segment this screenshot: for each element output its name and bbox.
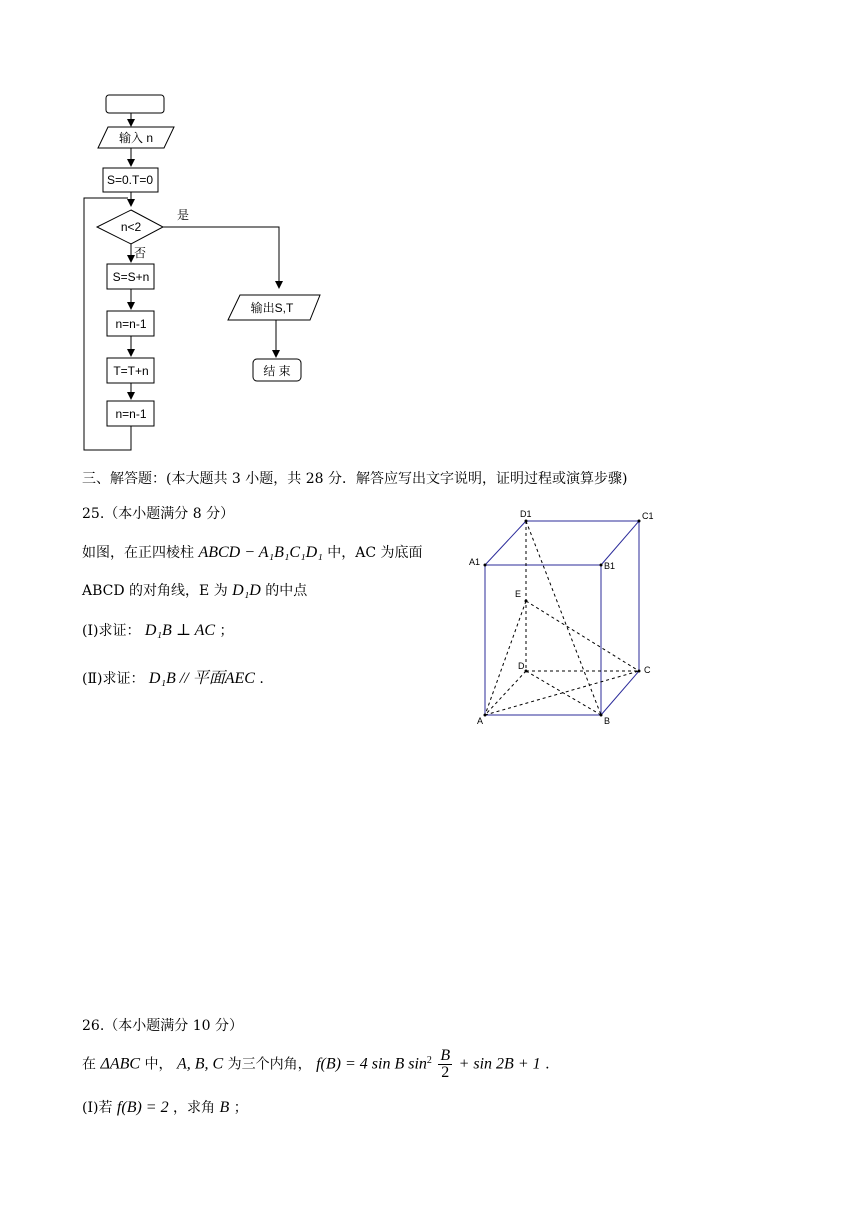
- q25-part1: [82, 620, 233, 640]
- q26-formula-lhs: f(B) = 4 sin B sin: [316, 1055, 427, 1073]
- q25-line1-suffix: 中，AC 为底面: [327, 545, 423, 561]
- q25-part2-math: D₁B // 平面AEC: [148, 670, 255, 687]
- step4-label: n=n-1: [115, 407, 147, 421]
- q25-title: 25.（本小题满分 8 分）: [82, 506, 235, 522]
- q25-line2-math: D₁D: [232, 582, 261, 599]
- q26-line1-prefix: 在: [82, 1056, 96, 1073]
- step3-label: T=T+n: [113, 364, 149, 378]
- label-A1: A1: [469, 557, 481, 567]
- label-D1: D1: [520, 509, 532, 519]
- q25-part1-math: D₁B ⊥ AC: [144, 622, 216, 639]
- no-label: 否: [134, 246, 147, 260]
- q26-part1-suffix: ；: [233, 1100, 248, 1116]
- q26-formula-end: .: [545, 1056, 550, 1073]
- q25-part1-suffix: ；: [219, 623, 234, 639]
- q26-formula-rhs: + sin 2B + 1: [458, 1055, 541, 1073]
- label-B1: B1: [604, 561, 616, 571]
- q25-part2-suffix: .: [259, 671, 264, 687]
- q26-vars: A, B, C: [176, 1055, 224, 1073]
- q25-part2: [82, 665, 264, 688]
- start-terminal: [106, 95, 164, 113]
- q26-frac-den: 2: [441, 1064, 450, 1082]
- end-label: 结 束: [263, 364, 291, 378]
- q26-fraction: [438, 1048, 452, 1081]
- label-E: E: [515, 589, 522, 599]
- section3-heading: 三、解答题：(本大题共 3 小题，共 28 分．解答应写出文字说明，证明过程或演算步骤): [82, 471, 628, 487]
- q26-part1-var: B: [219, 1099, 230, 1116]
- label-D: D: [518, 661, 525, 671]
- label-B: B: [604, 716, 611, 726]
- q25-line2-suffix: 的中点: [265, 583, 308, 599]
- q26-line1-mid: 中，: [144, 1056, 173, 1073]
- label-C: C: [644, 665, 651, 675]
- q26-part1: [82, 1097, 248, 1117]
- step1-label: S=S+n: [112, 270, 150, 284]
- input-label: 输入 n: [118, 131, 154, 145]
- q25-line2-prefix: ABCD 的对角线，E 为: [82, 583, 228, 599]
- q26-formula-sq: 2: [426, 1055, 432, 1066]
- label-C1: C1: [642, 511, 654, 521]
- q26-frac-num: B: [440, 1047, 451, 1065]
- q26-title: 26.（本小题满分 10 分）: [82, 1018, 243, 1034]
- q25-line1-prefix: 如图，在正四棱柱: [82, 545, 194, 561]
- q26-part1-prefix: (Ⅰ)若: [82, 1100, 113, 1116]
- q26-line1-mid2: 为三个内角，: [227, 1056, 312, 1073]
- q25-part1-prefix: (Ⅰ)求证：: [82, 623, 141, 639]
- q25-line1: [82, 542, 423, 562]
- init-label: S=0.T=0: [106, 173, 154, 187]
- q25-line1-math: ABCD − A₁B₁C₁D₁: [198, 544, 323, 561]
- label-A: A: [477, 716, 484, 726]
- q26-part1-math: f(B) = 2: [116, 1099, 169, 1116]
- q26-triangle: ΔABC: [100, 1055, 141, 1073]
- q26-part1-mid: ，求角: [173, 1100, 216, 1116]
- flowchart: [0, 0, 340, 460]
- prism-figure: [460, 505, 660, 730]
- step2-label: n=n-1: [115, 317, 147, 331]
- condition-label: n<2: [120, 220, 142, 234]
- output-label: 输出S,T: [250, 301, 294, 315]
- q26-line1: [82, 1044, 550, 1082]
- q25-line2: [82, 580, 307, 600]
- yes-label: 是: [177, 208, 190, 222]
- q25-part2-prefix: (Ⅱ)求证：: [82, 671, 145, 687]
